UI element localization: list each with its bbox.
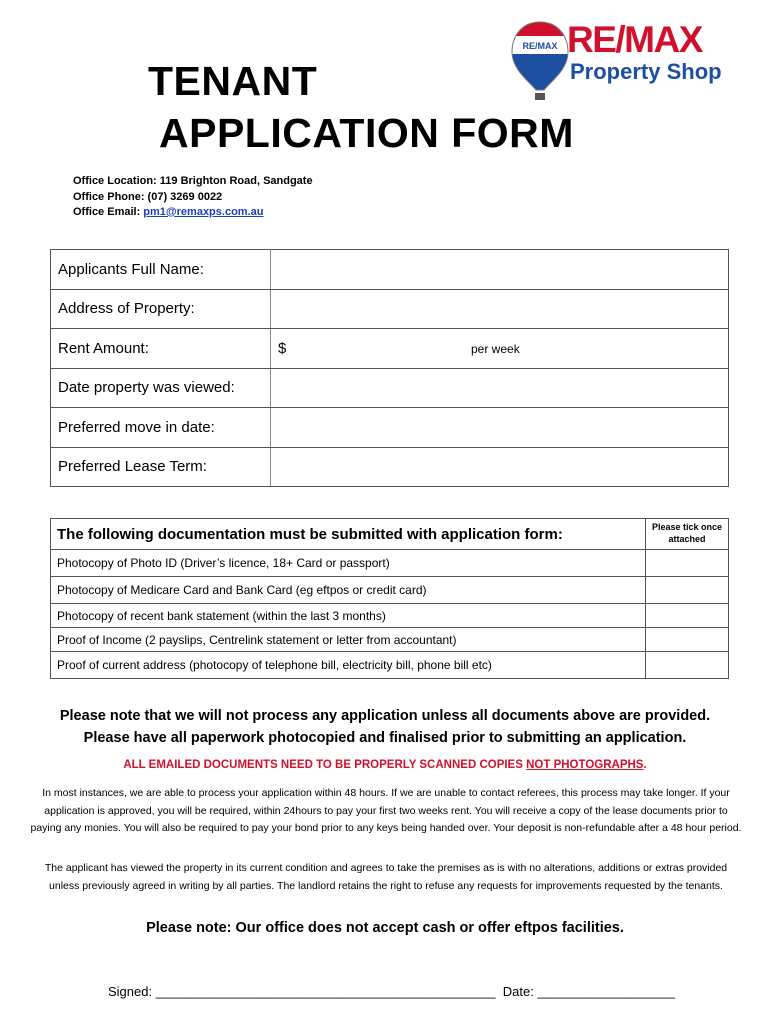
office-phone: Office Phone: (07) 3269 0022 [73,190,223,203]
document-row [51,604,729,628]
important-note [0,705,770,749]
tick-box[interactable] [646,604,729,628]
move-in-date-input[interactable] [271,408,729,448]
balloon-icon [510,18,570,108]
office-details [73,174,313,221]
tick-box[interactable] [646,652,729,679]
form-title-line2: APPLICATION FORM [159,110,574,156]
field-row-move-in [51,408,729,448]
signature-line [108,984,675,999]
document-item: Proof of Income (2 payslips, Centrelink statement or letter from accountant) [51,628,646,652]
documentation-header-row [51,519,729,550]
emailed-end: . [643,759,647,771]
document-row [51,628,729,652]
field-row-full-name [51,250,729,290]
office-email-link[interactable]: pm1@remaxps.com.au [143,206,264,218]
emailed-main: ALL EMAILED DOCUMENTS NEED TO BE PROPERLY SCANNED COPIES [123,759,527,771]
document-item: Photocopy of Photo ID (Driver’s licence, 18+ Card or passport) [51,550,646,577]
rent-amount-input[interactable] [271,329,729,369]
field-label: Address of Property: [51,289,271,329]
logo-brand: RE/MAX [567,19,702,60]
field-label: Date property was viewed: [51,368,271,408]
field-row-date-viewed [51,368,729,408]
full-name-input[interactable] [271,250,729,290]
document-item: Proof of current address (photocopy of telephone bill, electricity bill, phone bill etc) [51,652,646,679]
emailed-documents-warning [0,759,770,771]
office-email-label: Office Email: [73,206,144,218]
document-row [51,652,729,679]
document-item: Photocopy of Medicare Card and Bank Card (eg eftpos or credit card) [51,577,646,604]
emailed-underlined: NOT PHOTOGRAPHS [526,759,644,771]
field-label: Preferred Lease Term: [51,447,271,487]
document-row [51,550,729,577]
logo-subtitle: Property Shop [570,59,722,84]
note-line-2: Please have all paperwork photocopied and finalised prior to submitting an application. [83,730,687,746]
remax-logo [510,18,740,108]
tick-box[interactable] [646,628,729,652]
tick-box[interactable] [646,550,729,577]
condition-paragraph: The applicant has viewed the property in its current condition and agrees to take the premises as is with no alterations, additions or extras provided unless previously agreed in writing by all parties. The landlord retains the right to refuse any requests for improvements requested by the tenants. [44,862,728,892]
document-row [51,577,729,604]
documentation-header: The following documentation must be submitted with application form: [51,519,646,550]
application-fields-table [50,249,729,487]
field-row-rent [51,329,729,369]
field-row-lease-term [51,447,729,487]
field-label: Applicants Full Name: [51,250,271,290]
date-label: Date: [495,984,538,999]
date-viewed-input[interactable] [271,368,729,408]
lease-term-input[interactable] [271,447,729,487]
balloon-text: RE/MAX [522,41,558,51]
document-item: Photocopy of recent bank statement (within the last 3 months) [51,604,646,628]
tick-header: Please tick once attached [646,519,729,550]
form-title-line1: TENANT [148,58,318,104]
signature-field[interactable]: _______________________________________________ [155,984,496,999]
signed-label: Signed: [108,984,156,999]
cash-note: Please note: Our office does not accept cash or offer eftpos facilities. [146,920,624,936]
documentation-table [50,518,729,679]
date-field[interactable]: ___________________ [537,984,675,999]
address-input[interactable] [271,289,729,329]
field-row-address [51,289,729,329]
dollar-sign: $ [278,339,287,357]
tick-box[interactable] [646,577,729,604]
office-location: Office Location: 119 Brighton Road, Sandgate [73,175,313,187]
processing-paragraph: In most instances, we are able to process your application within 48 hours. If we are unable to contact referees, this process may take longer. If your application is approved, you will be required, within 24hours to pay your first two weeks rent. You will receive a copy of the lease documents prior to paying any monies. You will also be required to pay your bond prior to any keys being handed over. Your deposit is non-refundable after a 48 hour period. [30,787,742,834]
per-week-label: per week [471,342,520,356]
field-label: Rent Amount: [51,329,271,369]
note-line-1: Please note that we will not process any application unless all documents above are provided. [59,708,711,724]
field-label: Preferred move in date: [51,408,271,448]
